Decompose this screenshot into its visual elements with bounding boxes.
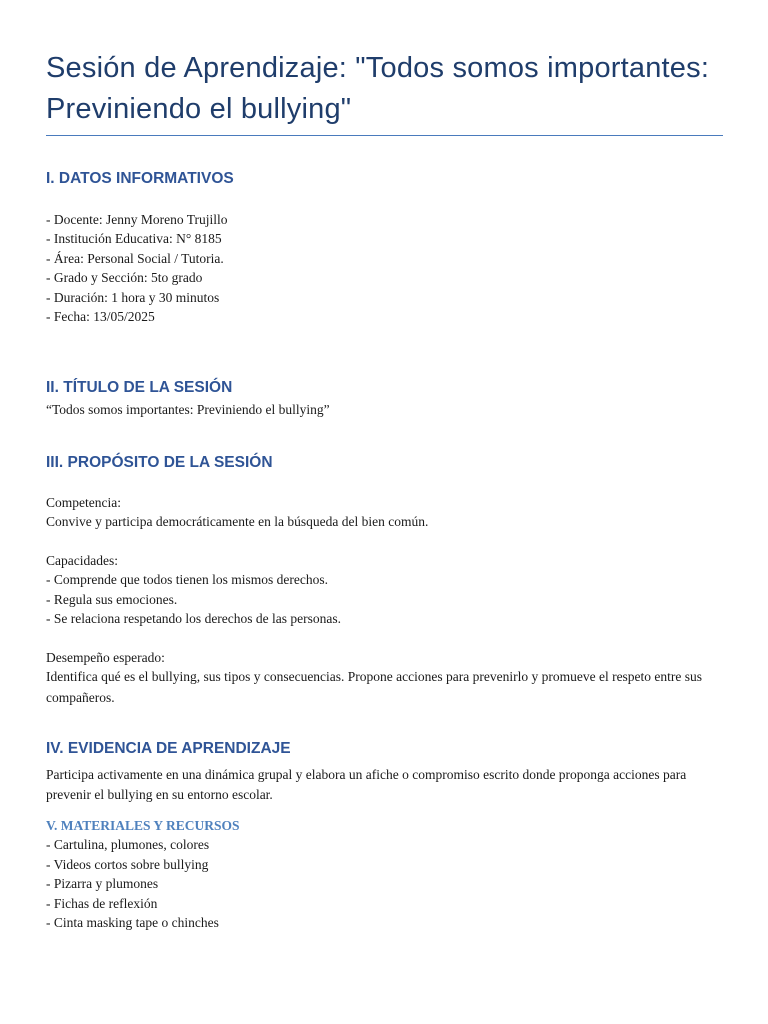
list-item: - Fecha: 13/05/2025: [46, 309, 155, 325]
desempeno-text: Identifica qué es el bullying, sus tipos y consecuencias. Propone acciones para prevenirlo y promueve el respeto entre sus compañeros.: [46, 669, 703, 705]
list-item: - Institución Educativa: N° 8185: [46, 231, 222, 247]
list-item: - Cartulina, plumones, colores: [46, 837, 210, 853]
materiales-list: [46, 835, 723, 932]
competencia-text: Convive y participa democráticamente en la búsqueda del bien común.: [46, 514, 429, 530]
list-item: - Área: Personal Social / Tutoria.: [46, 250, 224, 266]
list-item: - Comprende que todos tienen los mismos derechos.: [46, 572, 328, 588]
document-page: [46, 0, 723, 933]
list-item: - Cinta masking tape o chinches: [46, 915, 219, 931]
section-heading-proposito: III. PROPÓSITO DE LA SESIÓN: [46, 453, 273, 471]
list-item: - Fichas de reflexión: [46, 895, 158, 911]
competencia-label: Competencia:: [46, 494, 121, 510]
evidencia-text: Participa activamente en una dinámica grupal y elabora un afiche o compromiso escrito donde proponga acciones para prevenir el bullying en su entorno escolar.: [46, 767, 687, 803]
list-item: - Regula sus emociones.: [46, 591, 178, 607]
list-item: - Pizarra y plumones: [46, 876, 159, 892]
list-item: - Se relaciona respetando los derechos de las personas.: [46, 611, 342, 627]
desempeno-label: Desempeño esperado:: [46, 650, 165, 666]
document-title: Sesión de Aprendizaje: "Todos somos importantes: Previniendo el bullying": [46, 0, 723, 136]
section-heading-datos-informativos: I. DATOS INFORMATIVOS: [46, 170, 234, 187]
datos-informativos-list: [46, 210, 723, 326]
section-heading-evidencia: IV. EVIDENCIA DE APRENDIZAJE: [46, 740, 291, 758]
list-item: - Docente: Jenny Moreno Trujillo: [46, 212, 228, 227]
list-item: - Duración: 1 hora y 30 minutos: [46, 289, 220, 305]
section-heading-titulo-sesion: II. TÍTULO DE LA SESIÓN: [46, 379, 233, 397]
capacidades-label: Capacidades:: [46, 553, 118, 569]
list-item: - Videos cortos sobre bullying: [46, 856, 209, 872]
section-heading-materiales: V. MATERIALES Y RECURSOS: [46, 818, 240, 834]
list-item: - Grado y Sección: 5to grado: [46, 270, 203, 286]
proposito-content: [46, 493, 723, 709]
session-title-text: “Todos somos importantes: Previniendo el bullying”: [46, 402, 330, 418]
